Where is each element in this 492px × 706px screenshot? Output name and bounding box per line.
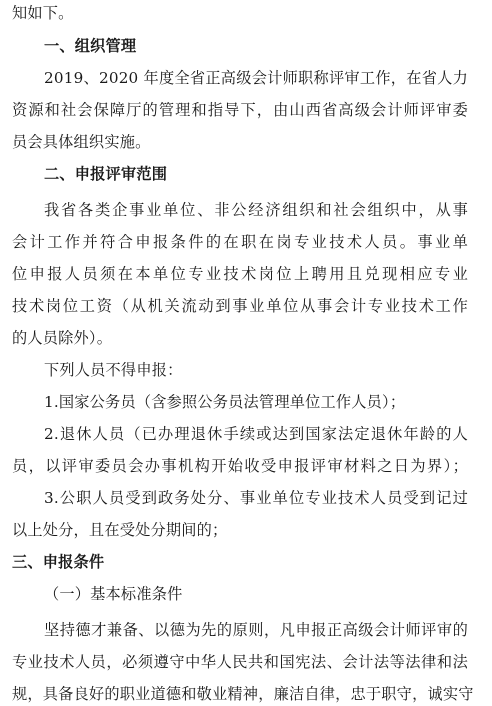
text-line: 位申报人员须在本单位专业技术岗位上聘用且兑现相应专业: [12, 265, 468, 283]
text-line: 坚持德才兼备、以德为先的原则，凡申报正高级会计师评审的: [44, 621, 468, 639]
text-line: 技术岗位工资（从机关流动到事业单位从事会计专业技术工作: [12, 297, 468, 315]
section-heading: 二、申报评审范围: [44, 165, 168, 183]
text-line: 规，具备良好的职业道德和敬业精神，廉洁自律，忠于职守，诚实守: [12, 685, 474, 703]
text-line: 专业技术人员，必须遵守中华人民共和国宪法、会计法等法律和法: [12, 653, 468, 671]
text-line: 资源和社会保障厅的管理和指导下，由山西省高级会计师评审委: [12, 101, 468, 119]
list-item: 1.国家公务员（含参照公务员法管理单位工作人员）；: [44, 393, 406, 411]
text-line: 2019、2020 年度全省正高级会计师职称评审工作，在省人力: [44, 69, 468, 87]
text-line: 知如下。: [12, 4, 74, 22]
text-line: 员会具体组织实施。: [12, 133, 151, 151]
text-line: 会计工作并符合申报条件的在职在岗专业技术人员。事业单: [12, 233, 468, 251]
section-heading: 一、组织管理: [44, 37, 137, 55]
text-line: 以上处分，且在受处分期间的；: [12, 521, 228, 539]
list-item: 3.公职人员受到政务处分、事业单位专业技术人员受到记过: [44, 489, 468, 507]
text-line: 的人员除外）。: [12, 329, 113, 347]
text-line: 下列人员不得申报：: [44, 361, 183, 379]
text-line: 我省各类企事业单位、非公经济组织和社会组织中，从事: [44, 201, 468, 219]
list-item: 2.退休人员（已办理退休手续或达到国家法定退休年龄的人: [44, 425, 468, 443]
text-line: 员，以评审委员会办事机构开始收受申报评审材料之日为界）；: [12, 457, 468, 475]
subsection-heading: （一）基本标准条件: [44, 585, 183, 603]
section-heading: 三、申报条件: [12, 553, 105, 571]
